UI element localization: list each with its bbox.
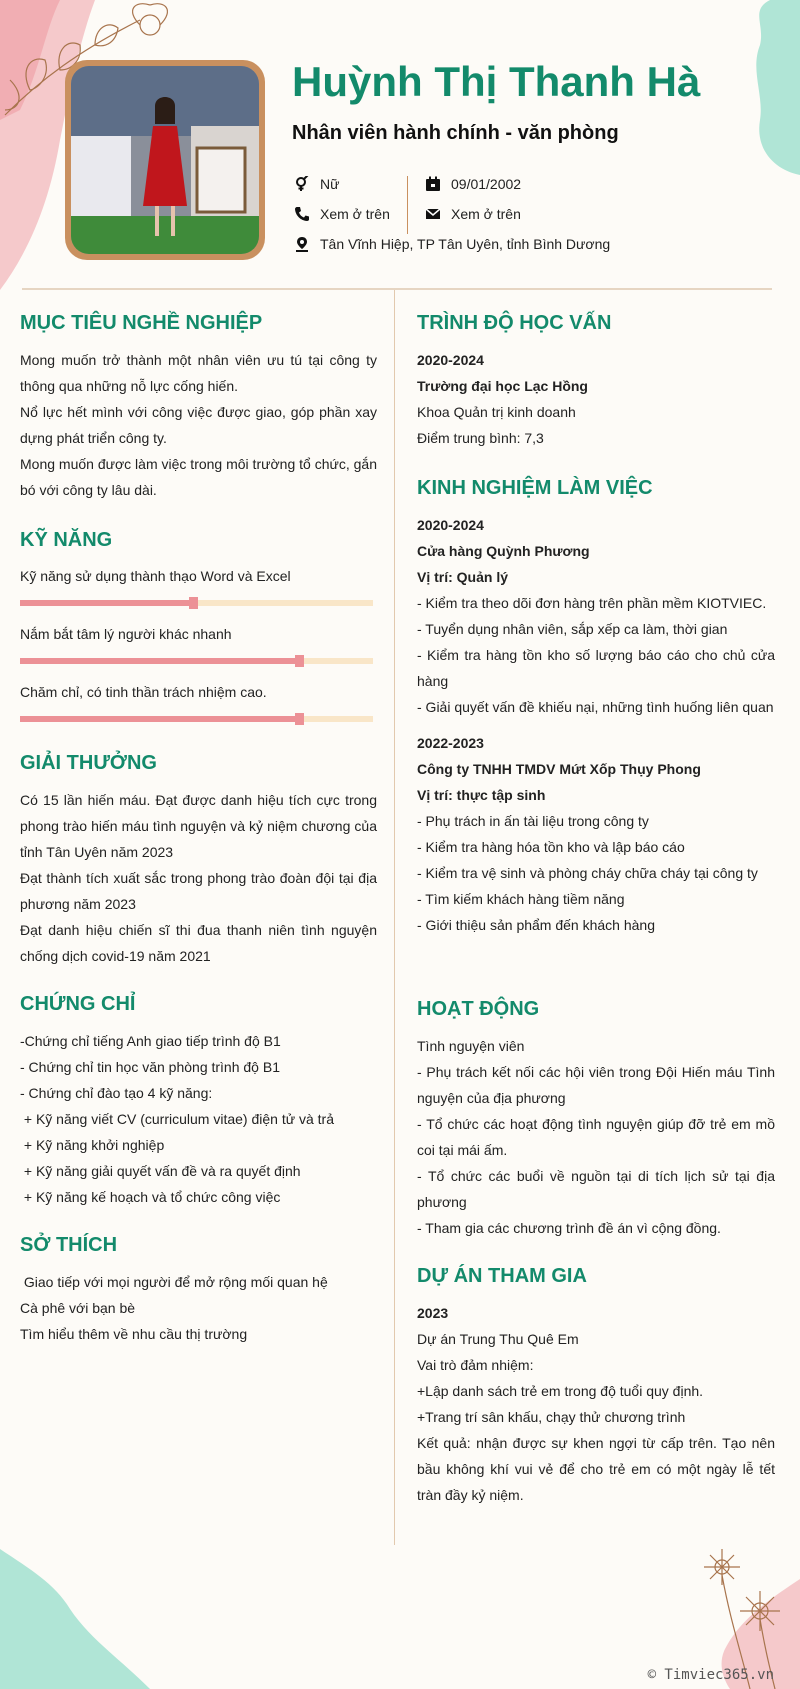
gender-info xyxy=(294,176,339,192)
projects-section xyxy=(417,1265,775,1508)
skill-bar-marker xyxy=(295,655,304,667)
job-task: - Kiểm tra theo dõi đơn hàng trên phần mềm KIOTVIEC. xyxy=(417,595,767,611)
job-position: Vị trí: thực tập sinh xyxy=(417,787,546,803)
skill-bar-marker xyxy=(189,597,198,609)
award-line: Có 15 lần hiến máu. Đạt được danh hiệu tích cực trong phong trào hiến máu tình nguyện và kỷ niệm chương của tỉnh Tân Uyên năm 2023 xyxy=(20,792,377,860)
phone-icon xyxy=(294,206,310,222)
phone-info xyxy=(294,206,390,222)
profile-photo xyxy=(71,66,259,254)
gender-icon xyxy=(294,176,310,192)
job-task: - Phụ trách in ấn tài liệu trong công ty xyxy=(417,813,649,829)
education-school: Trường đại học Lạc Hồng xyxy=(417,378,588,394)
project-line: Kết quả: nhận được sự khen ngợi từ cấp trên. Tạo nên bầu không khí vui vẻ để cho trẻ em có một ngày lễ tết tràn đầy kỷ niệm. xyxy=(417,1435,775,1503)
copyright-footer: © Timviec365.vn xyxy=(647,1667,774,1683)
job-task: - Kiểm tra hàng tồn kho số lượng báo cáo cho chủ cửa hàng xyxy=(417,647,775,689)
calendar-icon xyxy=(425,176,441,192)
certificates-section xyxy=(20,993,377,1210)
project-line: Vai trò đảm nhiệm: xyxy=(417,1357,534,1373)
objective-line: Nổ lực hết mình với công việc được giao, góp phần xay dựng phát triển công ty. xyxy=(20,404,377,446)
cv-header xyxy=(0,0,800,290)
hobby-line: Cà phê với bạn bè xyxy=(20,1300,136,1316)
skill-item xyxy=(20,564,377,606)
location-pin-icon xyxy=(294,236,310,252)
certificate-line: + Kỹ năng khởi nghiệp xyxy=(20,1137,165,1153)
address-info xyxy=(294,236,610,252)
skill-bar-fill xyxy=(20,600,193,606)
address-value: Tân Vĩnh Hiệp, TP Tân Uyên, tỉnh Bình Dương xyxy=(320,236,611,252)
certificate-line: + Kỹ năng kế hoạch và tổ chức công việc xyxy=(20,1189,281,1205)
activity-line: - Tổ chức các buổi về nguồn tại di tích lịch sử tại địa phương xyxy=(417,1168,775,1210)
activities-heading: HOẠT ĐỘNG xyxy=(417,998,540,1020)
education-period: 2020-2024 xyxy=(417,352,484,368)
profile-photo-frame xyxy=(65,60,265,260)
activity-line: Tình nguyện viên xyxy=(417,1038,525,1054)
education-heading: TRÌNH ĐỘ HỌC VẤN xyxy=(417,312,612,334)
skill-bar-track xyxy=(20,716,373,722)
skills-section xyxy=(20,529,377,722)
awards-heading: GIẢI THƯỞNG xyxy=(20,752,157,774)
certificate-line: - Chứng chỉ tin học văn phòng trình độ B1 xyxy=(20,1059,280,1075)
job-task: - Kiểm tra vệ sinh và phòng cháy chữa cháy tại công ty xyxy=(417,865,758,881)
certificate-line: + Kỹ năng viết CV (curriculum vitae) điện tử và trả xyxy=(20,1111,334,1127)
job-period: 2022-2023 xyxy=(417,735,484,751)
objective-line: Mong muốn được làm việc trong môi trường tổ chức, gắn bó với công ty lâu dài. xyxy=(20,456,377,498)
project-year: 2023 xyxy=(417,1305,449,1321)
left-column xyxy=(20,290,377,1347)
education-gpa: Điểm trung bình: 7,3 xyxy=(417,430,544,446)
column-divider xyxy=(394,290,395,1545)
job-task: - Tuyển dụng nhân viên, sắp xếp ca làm, thời gian xyxy=(417,621,728,637)
projects-heading: DỰ ÁN THAM GIA xyxy=(417,1265,587,1287)
job-company: Cửa hàng Quỳnh Phương xyxy=(417,543,590,559)
activities-section xyxy=(417,998,775,1241)
job-task: - Kiểm tra hàng hóa tồn kho và lập báo cáo xyxy=(417,839,685,855)
award-line: Đạt danh hiệu chiến sĩ thi đua thanh niên tình nguyện chống dịch covid-19 năm 2021 xyxy=(20,922,377,964)
certificate-line: - Chứng chỉ đào tạo 4 kỹ năng: xyxy=(20,1085,213,1101)
objective-line: Mong muốn trở thành một nhân viên ưu tú tại công ty thông qua những nỗ lực cống hiến. xyxy=(20,352,377,394)
skill-name: Nắm bắt tâm lý người khác nhanh xyxy=(20,626,232,642)
phone-value: Xem ở trên xyxy=(320,206,390,222)
job-company: Công ty TNHH TMDV Mứt Xốp Thụy Phong xyxy=(417,761,701,777)
experience-section xyxy=(417,477,775,938)
hobby-line: Tìm hiểu thêm về nhu cầu thị trường xyxy=(20,1326,248,1342)
birthday-value: 09/01/2002 xyxy=(451,176,522,192)
project-line: +Trang trí sân khấu, chạy thử chương trình xyxy=(417,1409,686,1425)
email-value: Xem ở trên xyxy=(451,206,521,222)
job-title: Nhân viên hành chính - văn phòng xyxy=(292,122,619,144)
gender-value: Nữ xyxy=(320,176,340,192)
education-major: Khoa Quản trị kinh doanh xyxy=(417,404,576,420)
job-task: - Giải quyết vấn đề khiếu nại, những tình huống liên quan xyxy=(417,699,774,715)
hobbies-heading: SỞ THÍCH xyxy=(20,1234,118,1256)
envelope-icon xyxy=(425,206,441,222)
project-line: +Lập danh sách trẻ em trong độ tuổi quy định. xyxy=(417,1383,704,1399)
award-line: Đạt thành tích xuất sắc trong phong trào đoàn đội tại địa phương năm 2023 xyxy=(20,870,377,912)
job-task: - Tìm kiếm khách hàng tiềm năng xyxy=(417,891,625,907)
job-task: - Giới thiệu sản phẩm đến khách hàng xyxy=(417,917,655,933)
email-info xyxy=(425,206,521,222)
spacer xyxy=(417,720,775,730)
hobby-line: Giao tiếp với mọi người để mở rộng mối quan hệ xyxy=(20,1274,328,1290)
job-period: 2020-2024 xyxy=(417,517,484,533)
watercolor-decoration-bottom-left xyxy=(0,1549,150,1689)
certificates-heading: CHỨNG CHỈ xyxy=(20,993,136,1015)
skill-item xyxy=(20,680,377,722)
skill-bar-fill xyxy=(20,658,299,664)
hobbies-section xyxy=(20,1234,377,1347)
objective-section xyxy=(20,312,377,503)
experience-heading: KINH NGHIỆM LÀM VIỆC xyxy=(417,477,653,499)
activity-line: - Tổ chức các hoạt động tình nguyện giúp đỡ trẻ em mồ coi tại mái ấm. xyxy=(417,1116,775,1158)
skills-heading: KỸ NĂNG xyxy=(20,529,113,551)
awards-section xyxy=(20,752,377,969)
candidate-name: Huỳnh Thị Thanh Hà xyxy=(292,58,701,105)
certificate-line: + Kỹ năng giải quyết vấn đề và ra quyết định xyxy=(20,1163,301,1179)
skill-item xyxy=(20,622,377,664)
skill-bar-track xyxy=(20,600,373,606)
skill-name: Kỹ năng sử dụng thành thạo Word và Excel xyxy=(20,568,291,584)
skill-name: Chăm chỉ, có tinh thần trách nhiệm cao. xyxy=(20,684,267,700)
skill-bar-track xyxy=(20,658,373,664)
education-section xyxy=(417,312,775,451)
certificate-line: -Chứng chỉ tiếng Anh giao tiếp trình độ B1 xyxy=(20,1033,281,1049)
skill-bar-fill xyxy=(20,716,299,722)
right-column xyxy=(417,290,775,1508)
activity-line: - Phụ trách kết nối các hội viên trong Đội Hiến máu Tình nguyện của địa phương xyxy=(417,1064,775,1106)
objective-heading: MỤC TIÊU NGHỀ NGHIỆP xyxy=(20,312,263,334)
job-entry xyxy=(417,730,775,938)
job-position: Vị trí: Quản lý xyxy=(417,569,509,585)
skill-bar-marker xyxy=(295,713,304,725)
info-divider xyxy=(407,176,408,234)
activity-line: - Tham gia các chương trình đề án vì cộng đồng. xyxy=(417,1220,721,1236)
project-line: Dự án Trung Thu Quê Em xyxy=(417,1331,579,1347)
job-entry xyxy=(417,512,775,720)
birthday-info xyxy=(425,176,521,192)
